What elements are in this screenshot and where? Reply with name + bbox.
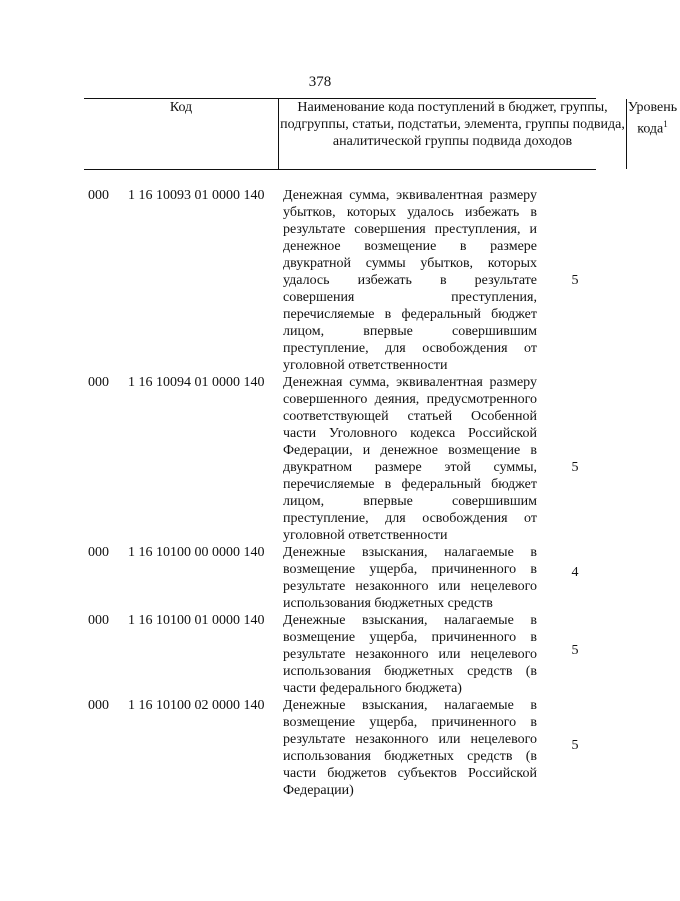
revenue-code: 1 16 10100 01 0000 140 — [128, 613, 265, 628]
table-row — [0, 612, 640, 697]
revenue-code: 1 16 10093 01 0000 140 — [128, 188, 265, 203]
table-row — [0, 544, 640, 612]
code-level: 5 — [571, 643, 579, 658]
code-level: 5 — [571, 460, 579, 475]
table-body — [0, 187, 640, 799]
revenue-name: Денежная сумма, эквивалентная размеру убытков, которых удалось избежать в результате совершения преступления, и денежное возмещение в размере двукратной суммы убытков, которых удалось избежать в результате совершения преступления, перечисляемые в федеральный бюджет лицом, впервые совершившим преступление, для освобождения от уголовной ответственности — [283, 188, 537, 373]
admin-code: 000 — [88, 375, 109, 390]
revenue-name: Денежная сумма, эквивалентная размеру совершенного деяния, предусмотренного соответствующей статьей Особенной части Уголовного кодекса Российской Федерации, и денежное возмещение в двукратном размере этой суммы, перечисляемые в федеральный бюджет лицом, впервые совершившим преступление, для освобождения от уголовной ответственности — [283, 375, 537, 543]
revenue-name: Денежные взыскания, налагаемые в возмещение ущерба, причиненного в результате незаконного или нецелевого использования бюджетных средств (в части бюджетов субъектов Российской Федерации) — [283, 698, 537, 798]
table-header — [84, 98, 678, 170]
table-row — [0, 187, 640, 374]
revenue-name: Денежные взыскания, налагаемые в возмещение ущерба, причиненного в результате незаконного или нецелевого использования бюджетных средств — [283, 545, 537, 611]
header-level — [625, 99, 680, 169]
revenue-code: 1 16 10100 00 0000 140 — [128, 545, 265, 560]
page-number: 378 — [308, 74, 332, 90]
table-row — [0, 697, 640, 799]
admin-code: 000 — [88, 545, 109, 560]
table-row — [0, 374, 640, 544]
revenue-name: Денежные взыскания, налагаемые в возмещение ущерба, причиненного в результате незаконного или нецелевого использования бюджетных средств (в части федерального бюджета) — [283, 613, 537, 696]
admin-code: 000 — [88, 188, 109, 203]
code-level: 4 — [571, 565, 579, 580]
revenue-code: 1 16 10094 01 0000 140 — [128, 375, 265, 390]
code-level: 5 — [571, 273, 579, 288]
header-level-label: Уровень кода — [627, 100, 678, 137]
header-code: Код — [169, 100, 193, 115]
admin-code: 000 — [88, 613, 109, 628]
header-level-footnote: 1 — [663, 119, 668, 129]
admin-code: 000 — [88, 698, 109, 713]
code-level: 5 — [571, 738, 579, 753]
revenue-code: 1 16 10100 02 0000 140 — [128, 698, 265, 713]
header-name: Наименование кода поступлений в бюджет, группы, подгруппы, статьи, подстатьи, элемента, группы подвида, аналитической группы подвида доходов — [278, 99, 627, 169]
